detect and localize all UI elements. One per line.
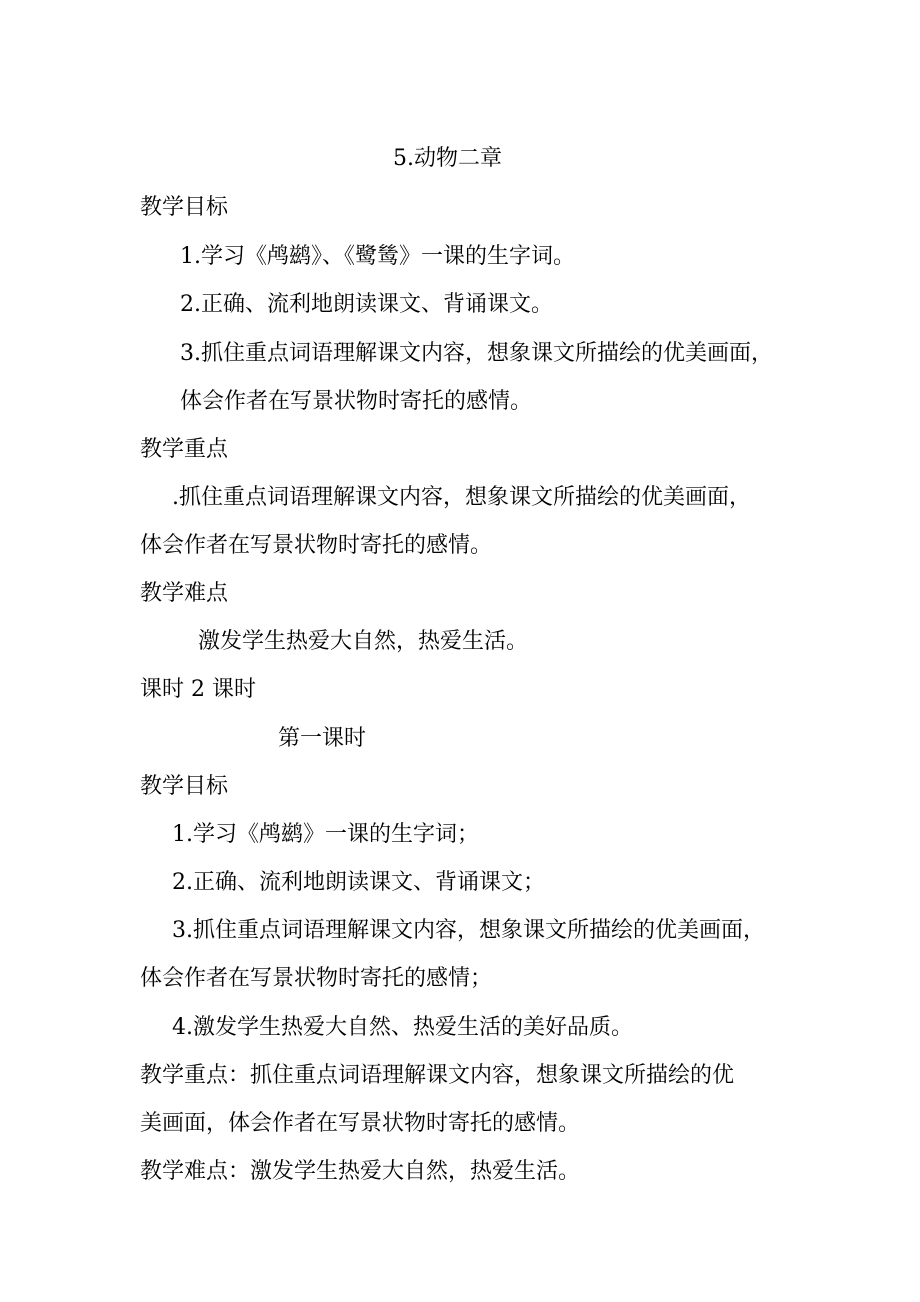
lesson-objective-3: 3.抓住重点词语理解课文内容，想象课文所描绘的优美画面， — [172, 918, 765, 943]
lesson-difficulties: 教学难点：激发学生热爱大自然，热爱生活。 — [140, 1159, 581, 1184]
objective-item-2: 2.正确、流利地朗读课文、背诵课文。 — [180, 292, 553, 317]
section-heading-key-points: 教学重点 — [140, 437, 229, 462]
key-points-text-continued: 体会作者在写景状物时寄托的感情。 — [140, 533, 493, 558]
page-title: 5.动物二章 — [393, 146, 502, 171]
lesson-objective-2: 2.正确、流利地朗读课文、背诵课文； — [172, 870, 545, 895]
lesson-key-points-continued: 美画面，体会作者在写景状物时寄托的感情。 — [140, 1111, 581, 1136]
lesson-objective-4: 4.激发学生热爱大自然、热爱生活的美好品质。 — [172, 1015, 633, 1040]
key-points-text: .抓住重点词语理解课文内容，想象课文所描绘的优美画面， — [172, 485, 751, 510]
lesson-objective-3-continued: 体会作者在写景状物时寄托的感情； — [140, 966, 493, 991]
lesson-objective-1: 1.学习《鸬鹚》一课的生字词； — [172, 822, 479, 847]
section-heading-objectives: 教学目标 — [140, 195, 229, 220]
lesson-1-title: 第一课时 — [278, 726, 367, 751]
section-heading-difficulties: 教学难点 — [140, 581, 229, 606]
difficulties-text: 激发学生热爱大自然，热爱生活。 — [198, 629, 529, 654]
lesson-key-points: 教学重点：抓住重点词语理解课文内容，想象课文所描绘的优 — [140, 1063, 735, 1088]
objective-item-3: 3.抓住重点词语理解课文内容，想象课文所描绘的优美画面， — [180, 341, 773, 366]
section-heading-lesson-objectives: 教学目标 — [140, 774, 229, 799]
objective-item-1: 1.学习《鸬鹚》、《鹭鸶》一课的生字词。 — [180, 244, 575, 269]
objective-item-3-continued: 体会作者在写景状物时寄托的感情。 — [180, 389, 533, 414]
class-hours: 课时 2 课时 — [140, 677, 256, 702]
